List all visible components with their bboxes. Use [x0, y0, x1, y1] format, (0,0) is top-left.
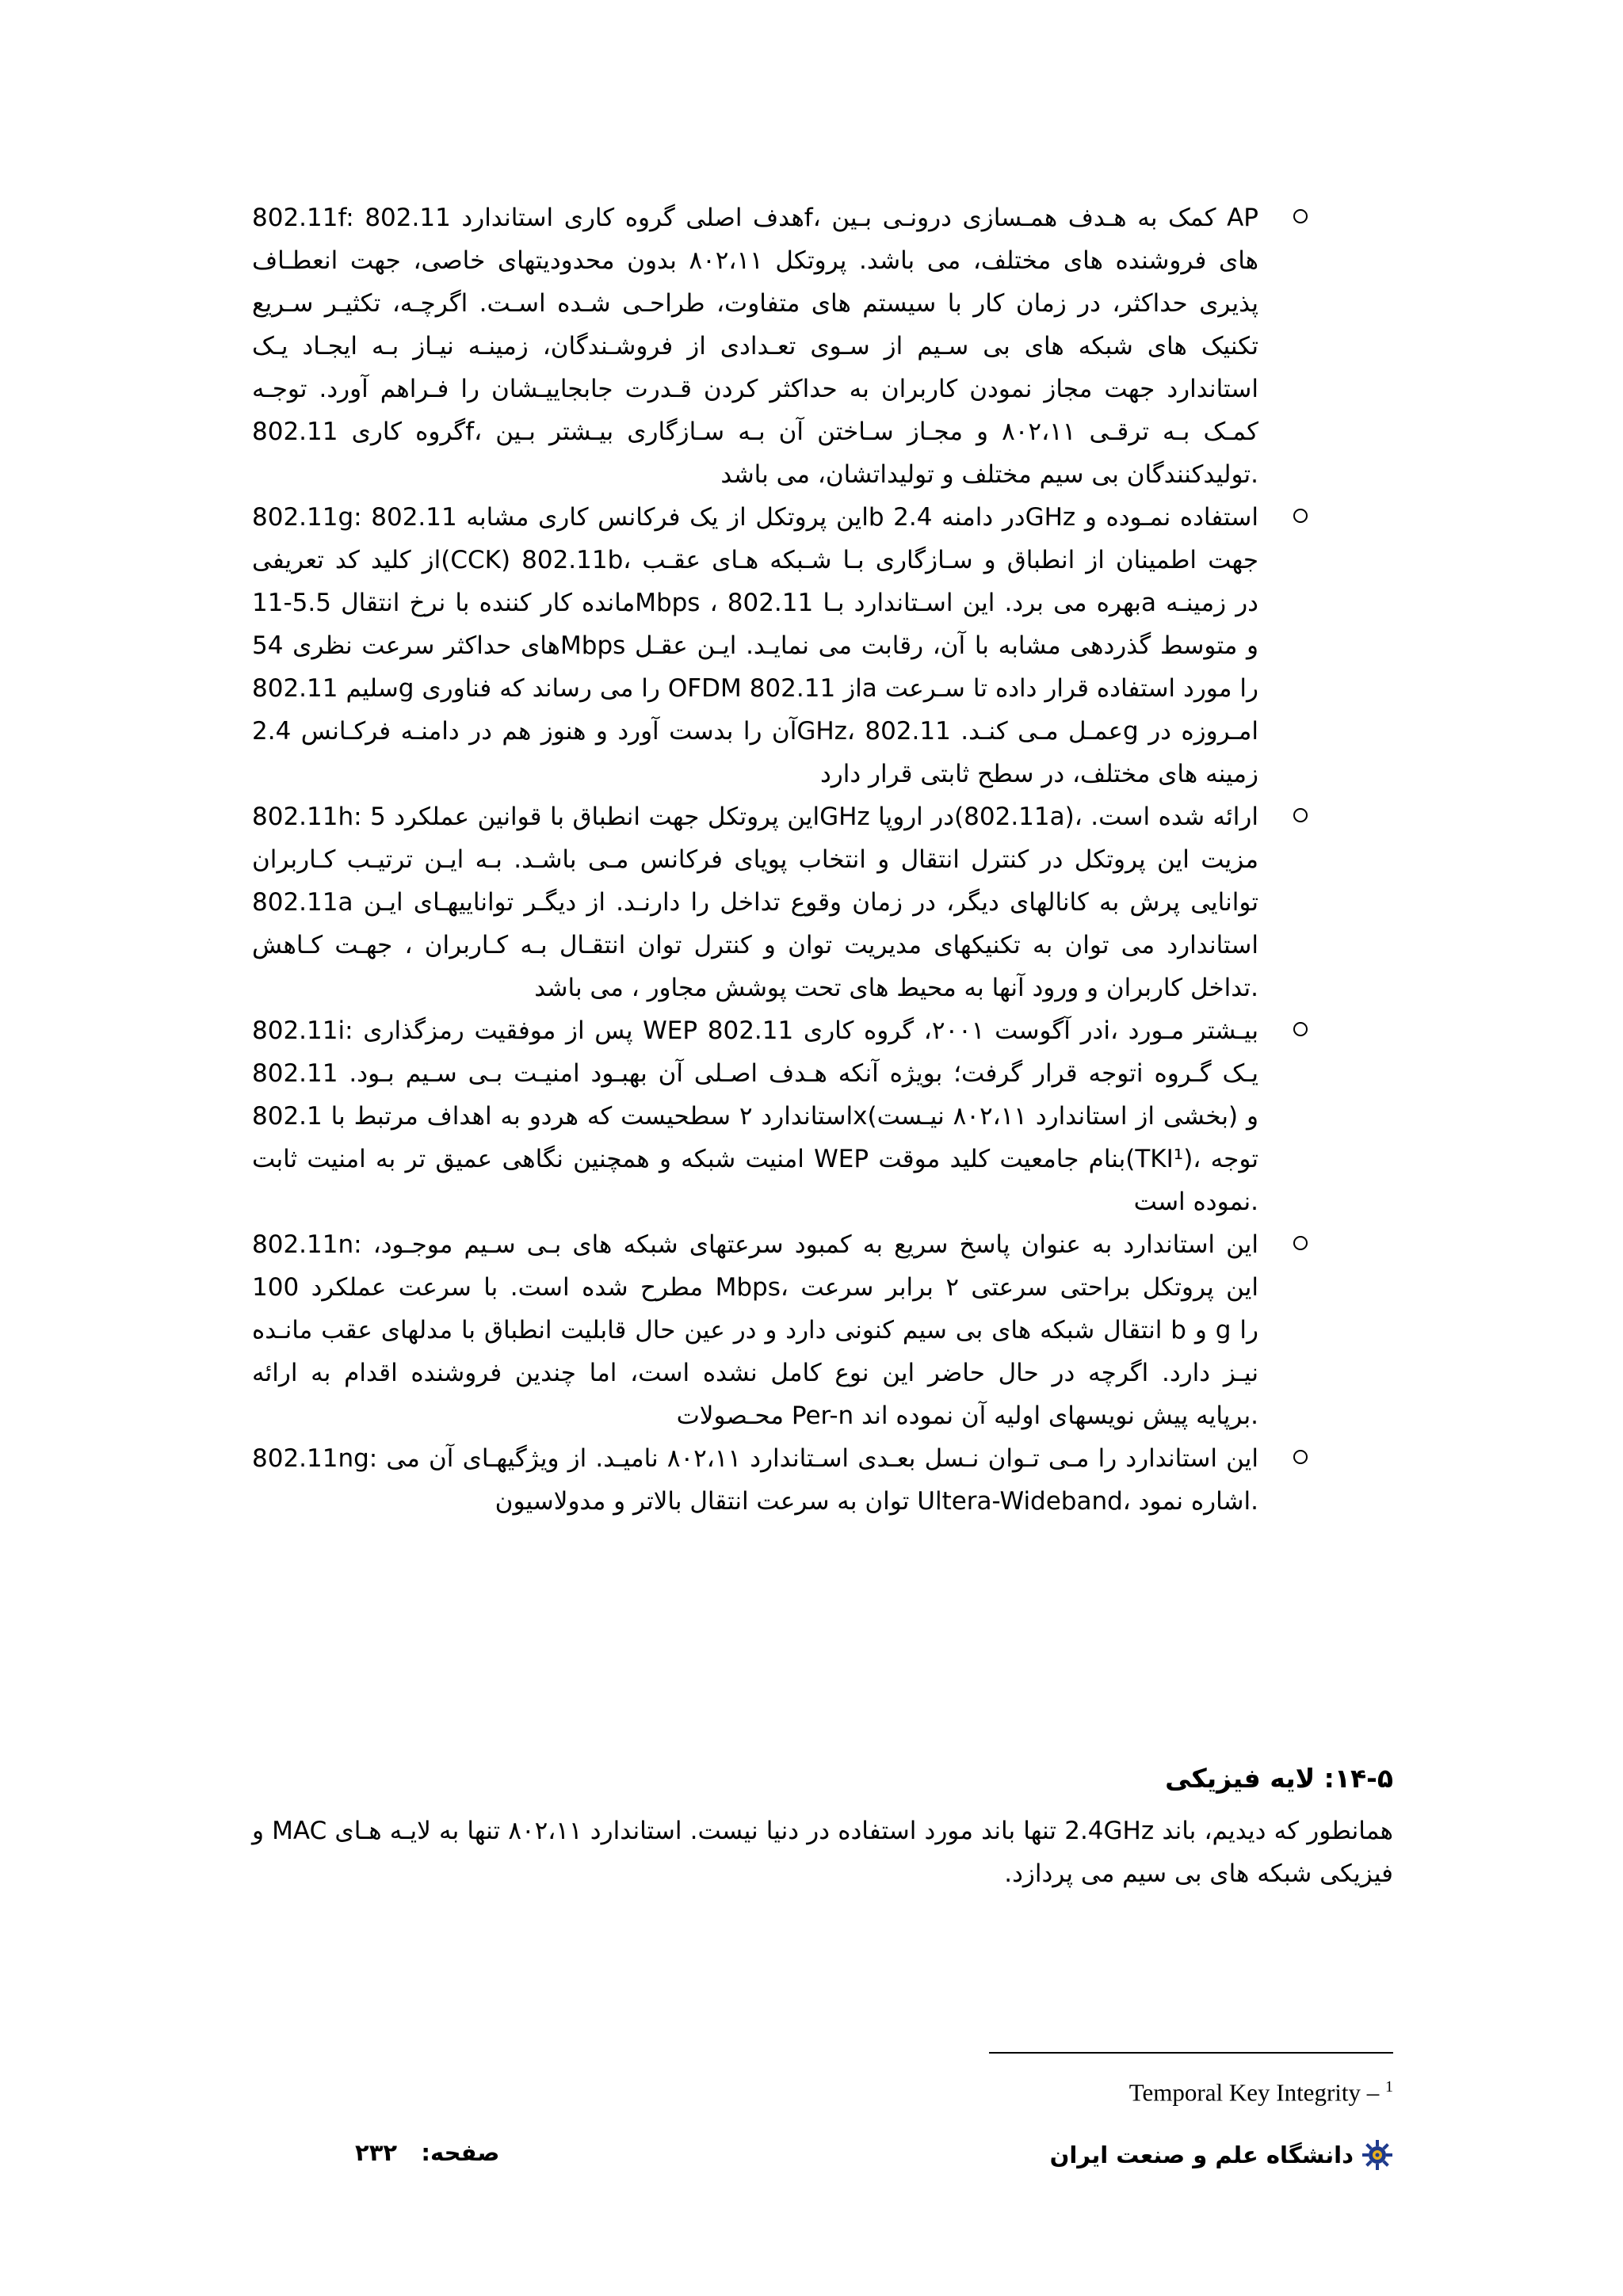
list-item [252, 795, 1258, 1009]
bullet-text: 802.11f: هدف اصلی گروه کاری استاندارد 802.11f، کمک به هـدف همـسازی درونـی بـین AP های فروشنده های مختلف، می باشد. پروتکل ۸۰۲،۱۱ بدون محدودیتهای خاصی، جهت انعطـاف پذیری حداکثر، در زمان کار با سیستم های متفاوت، طراحـی شـده اسـت. اگرچـه، تکثیـر سـریع تکنیک های شبکه های بی سـیم از سـوی تعـدادی از فروشـندگان، زمینـه نیـاز بـه ایجـاد یـک استاندارد جهت مجاز نمودن کاربران به حداکثر کردن قـدرت جابجاییـشان را فـراهم آورد. توجـه گروه کاری 802.11f، کمـک بـه ترقـی ۸۰۲،۱۱ و مجـاز سـاختن آن بـه سـازگاری بیـشتر بـین تولیدکنندگان بی سیم مختلف و تولیداتشان، می باشد. [252, 204, 1259, 489]
circle-bullet-icon [1293, 1236, 1308, 1250]
footnote-marker: 1 [1385, 2078, 1393, 2096]
section-heading: ۱۴-۵: لایه فیزیکی [1165, 1763, 1393, 1794]
bullet-text: 802.11n: این استاندارد به عنوان پاسخ سریع به کمبود سرعتهای شبکه های بـی سـیم موجـود، مطرح شده است. با سرعت عملکرد 100 Mbps، این پروتکل براحتی سرعتی ۲ برابر سرعت انتقال شبکه های بی سیم کنونی دارد و در عین حال قابلیت انطباق با مدلهای عقب مانـده b و g را نیـز دارد. اگرچه در حال حاضر این نوع کامل نشده است، اما چندین فروشنده اقدام به ارائه محـصولات Per-n برپایه پیش نویسهای اولیه آن نموده اند. [252, 1230, 1259, 1430]
circle-bullet-icon [1293, 1450, 1308, 1464]
university-logo-icon [1361, 2139, 1393, 2171]
footnote-text: Temporal Key Integrity – [1128, 2078, 1380, 2107]
bullet-list [252, 196, 1258, 1523]
bullet-text: 802.11i: پس از موفقیت رمزگذاری WEP در آگوست ۲۰۰۱، گروه کاری 802.11i، بیـشتر مـورد توجه قرار گرفت؛ بویژه آنکه هـدف اصـلی آن بهبـود امنیـت بـی سـیم بـود. 802.11i یـک گـروه استاندارد ۲ سطحیست که هردو به اهداف مرتبط با 802.1x(بخشی از استاندارد ۸۰۲،۱۱ نیـست) و امنیت شبکه و همچنین نگاهی عمیق تر به امنیت ثابت WEP بنام جامعیت کلید موقت(TKI¹)، توجه نموده است. [252, 1016, 1259, 1216]
bullet-text: 802.11g: این پروتکل از یک فرکانس کاری مشابه 802.11b در دامنه 2.4GHz استفاده نمـوده و از کلید کد تعریفی(CCK) 802.11b، جهت اطمینان از انطباق و سـازگاری بـا شـبکه هـای عقـب مانده کار کننده با نرخ انتقال 5.5-11Mbps ، بهره می برد. این اسـتاندارد بـا 802.11a در زمینـه های حداکثر سرعت نظری 54Mbps و متوسط گذردهی مشابه با آن، رقابت می نمایـد. ایـن عقـل سلیم 802.11g را می رساند که فناوری OFDM از 802.11a را مورد استفاده قرار داده تا سـرعت آن را بدست آورد و هنوز هم در دامنـه فرکـانس 2.4GHz، عمـل مـی کنـد. 802.11g امـروزه در زمینه های مختلف، در سطح ثابتی قرار دارد [252, 503, 1259, 788]
list-item [252, 1223, 1258, 1437]
circle-bullet-icon [1293, 1022, 1308, 1036]
university-branding [1050, 2139, 1393, 2171]
bullet-text: 802.11ng: این استاندارد را مـی تـوان نـسل بعـدی اسـتاندارد ۸۰۲،۱۱ نامیـد. از ویژگیهـای آن می توان به سرعت انتقال بالاتر و مدولاسیون Ultera-Wideband، اشاره نمود. [252, 1444, 1259, 1516]
university-name: دانشگاه علم و صنعت ایران [1049, 2142, 1354, 2168]
page-number: ۲۳۲ [355, 2139, 398, 2166]
page-number-block [355, 2139, 499, 2166]
list-item [252, 496, 1258, 795]
footnote [989, 2069, 1393, 2110]
circle-bullet-icon [1293, 808, 1308, 822]
section-paragraph: همانطور که دیدیم، باند 2.4GHz تنها باند مورد استفاده در دنیا نیست. استاندارد ۸۰۲،۱۱ تنها به لایـه هـای MAC و فیزیکی شبکه های بی سیم می پردازد. [252, 1817, 1393, 1888]
circle-bullet-icon [1293, 209, 1308, 223]
list-item [252, 1437, 1258, 1523]
list-item [252, 196, 1258, 496]
footnote-divider [989, 2052, 1393, 2054]
bullet-text: 802.11h: این پروتکل جهت انطباق با قوانین عملکرد 5GHz در اروپا(802.11a)، ارائه شده است. مزیت این پروتکل در کنترل انتقال و انتخاب پویای فرکانس مـی باشـد. بـه ایـن ترتیـب کـاربران 802.11a توانایی پرش به کانالهای دیگر، در زمان وقوع تداخل را دارنـد. از دیگـر تواناییهـای ایـن استاندارد می توان به تکنیکهای مدیریت توان و کنترل توان انتقـال بـه کـاربران ، جهـت کـاهش تداخل کاربران و ورود آنها به محیط های تحت پوشش مجاور ، می باشد. [252, 803, 1258, 1002]
page-footer [252, 2139, 1393, 2180]
list-item [252, 1009, 1258, 1223]
page-label: صفحه: [421, 2139, 500, 2166]
circle-bullet-icon [1293, 509, 1308, 523]
